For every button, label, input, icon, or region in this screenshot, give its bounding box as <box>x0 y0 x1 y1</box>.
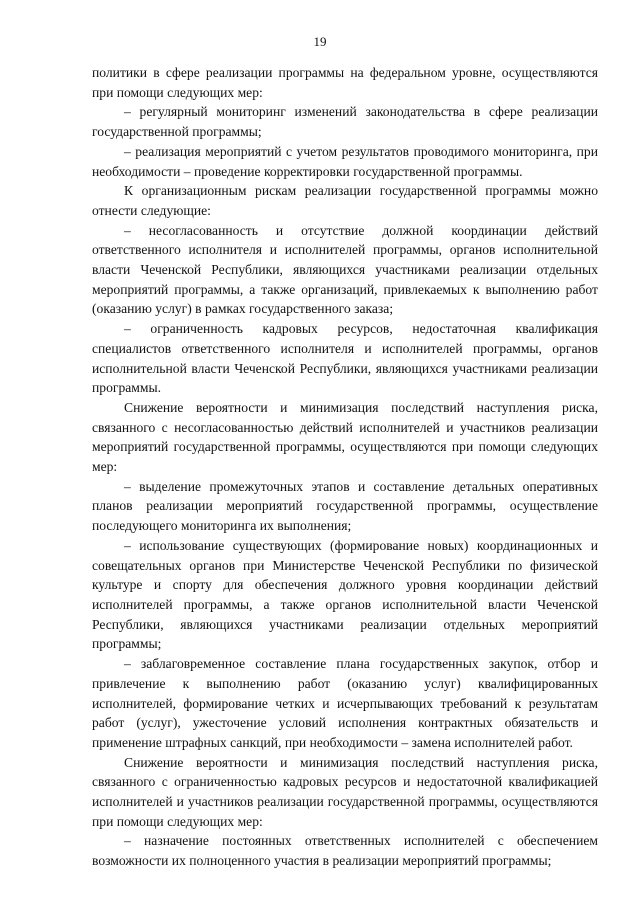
paragraph: К организационным рискам реализации государственной программы можно отнести следующие: <box>92 183 598 218</box>
page-number: 19 <box>313 34 327 49</box>
paragraph: политики в сфере реализации программы на федеральном уровне, осуществляются при помощи следующих мер: <box>92 65 598 100</box>
paragraph: – использование существующих (формирование новых) координационных и совещательных органов при Министерстве Чеченской Республики по физической культуре и спорту для обеспечения должного уровня координации действий исполнителей программы, а также органов исполнительной власти Чеченской Республики, являющихся участниками реализации отдельных мероприятий программы; <box>92 537 598 652</box>
paragraph: – заблаговременное составление плана государственных закупок, отбор и привлечение к выполнению работ (оказанию услуг) квалифицированных исполнителей, формирование четких и исчерпывающих требований к результатам работ (услуг), ужесточение условий исполнения контрактных обязательств и применение штрафных санкций, при необходимости – замена исполнителей работ. <box>92 656 598 750</box>
paragraph: – выделение промежуточных этапов и составление детальных оперативных планов реализации мероприятий государственной программы, осуществление последующего мониторинга их выполнения; <box>92 478 598 534</box>
paragraph: – реализация мероприятий с учетом результатов проводимого мониторинга, при необходимости – проведение корректировки государственной программы. <box>92 143 598 179</box>
paragraph: – ограниченность кадровых ресурсов, недостаточная квалификация специалистов ответственного исполнителя и исполнителей программы, органов исполнительной власти Чеченской Республики, являющихся участниками реализации программы. <box>92 321 598 396</box>
paragraph: – регулярный мониторинг изменений законодательства в сфере реализации государственной программы; <box>92 104 598 140</box>
paragraph: Снижение вероятности и минимизация последствий наступления риска, связанного с ограниченностью кадровых ресурсов и недостаточной квалификацией исполнителей и участников реализации государственной программы, осуществляются при помощи следующих мер: <box>92 754 598 829</box>
paragraph: – несогласованность и отсутствие должной координации действий ответственного исполнителя и исполнителей программы, органов исполнительной власти Чеченской Республики, являющихся участниками реализации отдельных мероприятий программы, а также организаций, привлекаемых к выполнению работ (оказанию услуг) в рамках государственного заказа; <box>92 222 598 317</box>
paragraph: Снижение вероятности и минимизация последствий наступления риска, связанного с несогласованностью действий исполнителей и участников реализации мероприятий государственной программы, осуществляются при помощи следующих мер: <box>92 399 598 475</box>
document-body <box>92 63 598 871</box>
paragraph: – назначение постоянных ответственных исполнителей с обеспечением возможности их полноценного участия в реализации мероприятий программы; <box>92 833 598 869</box>
